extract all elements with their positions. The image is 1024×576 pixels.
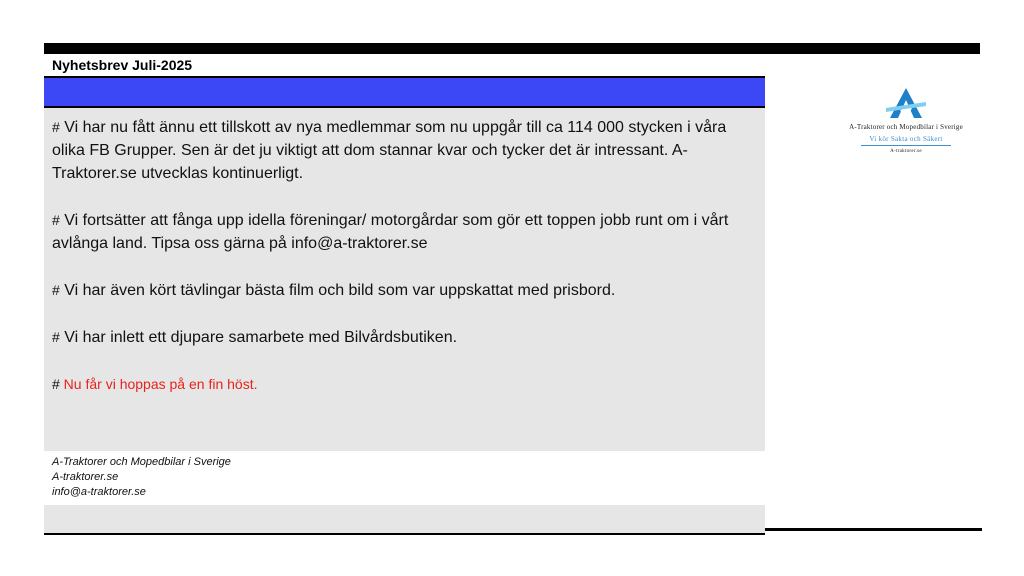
footer-contact: [52, 455, 231, 500]
item-text: Vi har nu fått ännu ett tillskott av nya medlemmar som nu uppgår till ca 114 000 stycken i våra olika FB Grupper. Sen är det ju viktigt att dom stannar kvar och tycker det är intressant. A-Traktorer.se utvecklas kontinuerligt.: [52, 119, 727, 182]
item-text: Nu får vi hoppas på en fin höst.: [59, 376, 258, 392]
news-item-partnership: [52, 326, 757, 349]
footer-website: A-traktorer.se: [52, 471, 119, 483]
news-item-associations: [52, 209, 757, 255]
brand-logo: [826, 86, 986, 154]
item-marker: #: [52, 119, 60, 135]
item-text: Vi fortsätter att fånga upp idella föreningar/ motorgårdar som gör ett toppen jobb runt om i vårt avlånga land. Tipsa oss gärna på info@a-traktorer.se: [52, 212, 729, 252]
footer-email: info@a-traktorer.se: [52, 486, 146, 498]
blue-band: [44, 78, 765, 106]
a-logo-icon: [884, 86, 928, 120]
item-text: Vi har inlett ett djupare samarbete med Bilvårdsbutiken.: [59, 329, 458, 346]
newsletter-title: Nyhetsbrev Juli-2025: [52, 57, 193, 73]
news-item-competitions: [52, 279, 757, 302]
logo-slogan-rule: [861, 145, 951, 146]
item-marker: #: [52, 282, 60, 298]
item-marker: #: [52, 212, 60, 228]
news-item-members: [52, 116, 757, 185]
logo-website: A-traktorer.se: [890, 149, 922, 154]
bottom-band: [44, 505, 765, 533]
item-text: Vi har även kört tävlingar bästa film och bild som var uppskattat med prisbord.: [59, 282, 616, 299]
item-marker: #: [52, 376, 60, 392]
logo-slogan: Vi kör Sakta och Säkert: [869, 135, 943, 143]
logo-org-name: A-Traktorer och Mopedbilar i Sverige: [849, 123, 963, 131]
footer-org-name: A-Traktorer och Mopedbilar i Sverige: [52, 456, 231, 468]
newsletter-body: [44, 108, 765, 451]
top-bar: [44, 43, 980, 54]
bottom-divider: [44, 533, 765, 535]
bottom-divider-right: [765, 528, 982, 531]
item-marker: #: [52, 329, 60, 345]
news-item-autumn: [52, 373, 757, 396]
